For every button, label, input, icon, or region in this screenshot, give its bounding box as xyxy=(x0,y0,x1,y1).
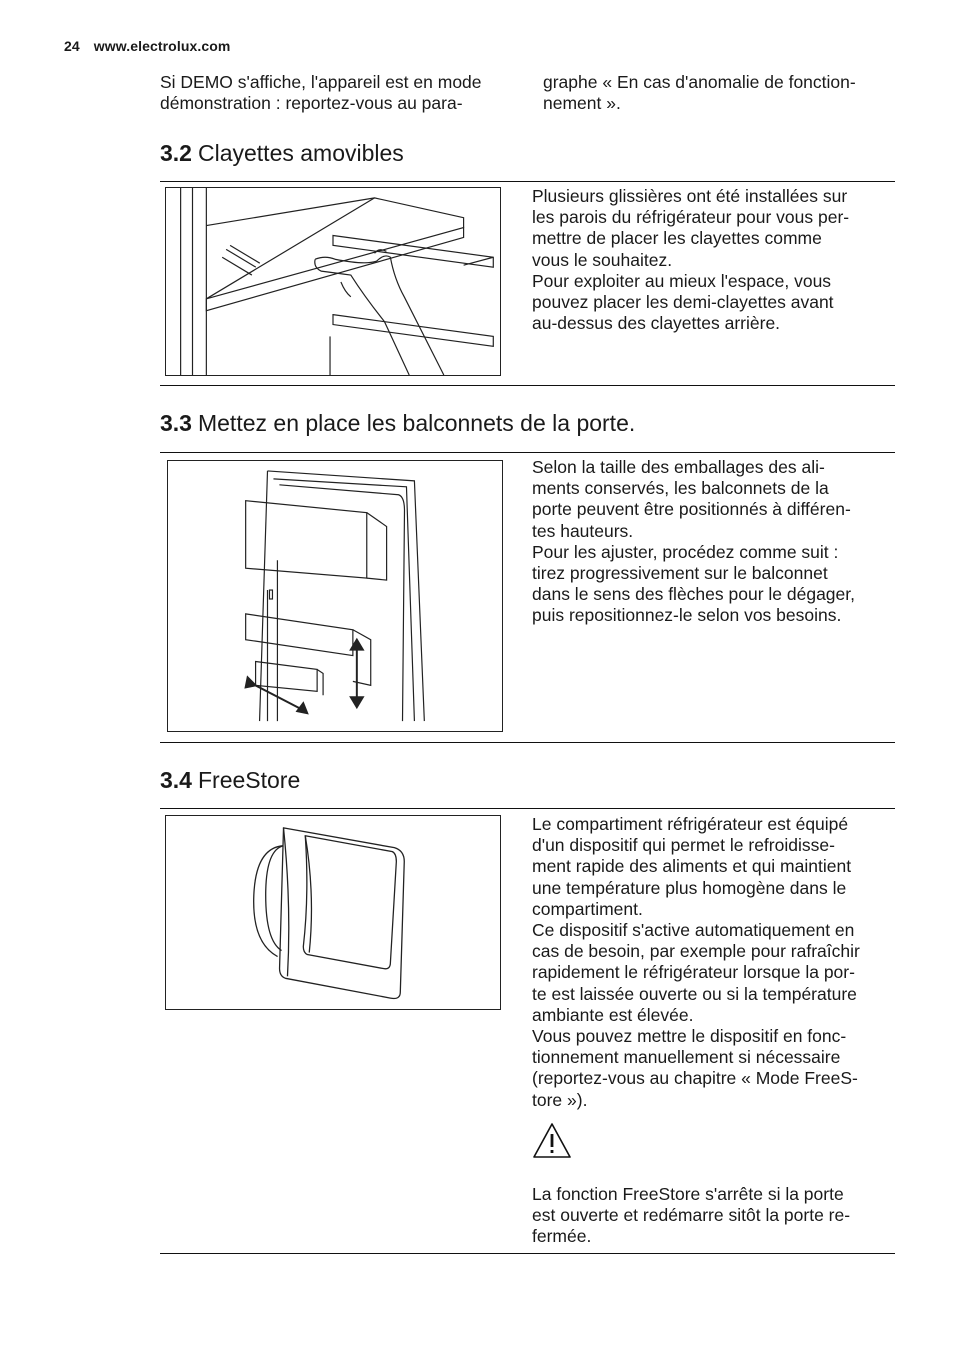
intro-column-1 xyxy=(160,72,520,114)
page-number: 24 xyxy=(64,38,80,54)
section-rule xyxy=(160,1253,895,1254)
section-rule xyxy=(160,452,895,453)
section-title-3-2 xyxy=(160,140,404,167)
section-number: 3.3 xyxy=(160,410,192,436)
shelf-illustration xyxy=(165,187,501,376)
paragraph: Vous pouvez mettre le dispositif en fonc- tionnement manuellement si nécessaire (reportez-vous au chapitre « Mode FreeS- tore »). xyxy=(532,1026,858,1110)
section-heading: Mettez en place les balconnets de la porte. xyxy=(197,410,636,436)
paragraph: Le compartiment réfrigérateur est équipé d'un dispositif qui permet le refroidisse- ment rapide des aliments et qui maintient une température plus homogène dans le compartiment. xyxy=(532,814,852,919)
door-balcony-illustration xyxy=(167,460,503,732)
warning-text: La fonction FreeStore s'arrête si la porte est ouverte et redémarre sitôt la porte re- fermée. xyxy=(532,1184,851,1247)
section-number: 3.2 xyxy=(160,140,192,166)
section-3-2-body xyxy=(532,186,892,334)
intro-text-2: graphe « En cas d'anomalie de fonction- nement ». xyxy=(543,72,856,114)
section-3-4-body xyxy=(532,814,892,1111)
freestore-illustration xyxy=(165,815,501,1010)
paragraph: Plusieurs glissières ont été installées sur les parois du réfrigérateur pour vous per- mettre de placer les clayettes comme vous le souhaitez. xyxy=(532,186,850,270)
section-rule xyxy=(160,181,895,182)
section-rule xyxy=(160,742,895,743)
warning-note xyxy=(532,1184,892,1248)
paragraph: Pour exploiter au mieux l'espace, vous pouvez placer les demi-clayettes avant au-dessus des clayettes arrière. xyxy=(532,270,834,334)
paragraph: Ce dispositif s'active automatiquement en cas de besoin, par exemple pour rafraîchir rapidement le réfrigérateur lorsque la por- te est laissée ouverte ou si la température ambiante est élevée. xyxy=(532,920,860,1025)
section-3-3-body xyxy=(532,457,892,627)
section-rule xyxy=(160,808,895,809)
shelf-drawing xyxy=(166,188,500,375)
warning-triangle-icon xyxy=(532,1122,572,1160)
intro-text-1: Si DEMO s'affiche, l'appareil est en mode démonstration : reportez-vous au para- xyxy=(160,72,482,114)
section-number: 3.4 xyxy=(160,767,192,793)
section-title-3-4 xyxy=(160,767,300,794)
freestore-drawing xyxy=(166,816,500,1009)
section-heading: FreeStore xyxy=(197,767,301,793)
intro-column-2 xyxy=(543,72,903,114)
section-heading: Clayettes amovibles xyxy=(197,140,404,166)
paragraph: Pour les ajuster, procédez comme suit : tirez progressivement sur le balconnet dans le sens des flèches pour le dégager, puis repositionnez-le selon vos besoins. xyxy=(532,541,855,626)
page-header xyxy=(64,38,230,54)
paragraph: Selon la taille des emballages des ali- ments conservés, les balconnets de la porte peuvent être positionnés à différen- tes hauteurs. xyxy=(532,457,851,541)
section-title-3-3 xyxy=(160,410,635,437)
section-rule xyxy=(160,385,895,386)
site-url: www.electrolux.com xyxy=(93,38,231,54)
door-balcony-drawing xyxy=(168,461,502,731)
